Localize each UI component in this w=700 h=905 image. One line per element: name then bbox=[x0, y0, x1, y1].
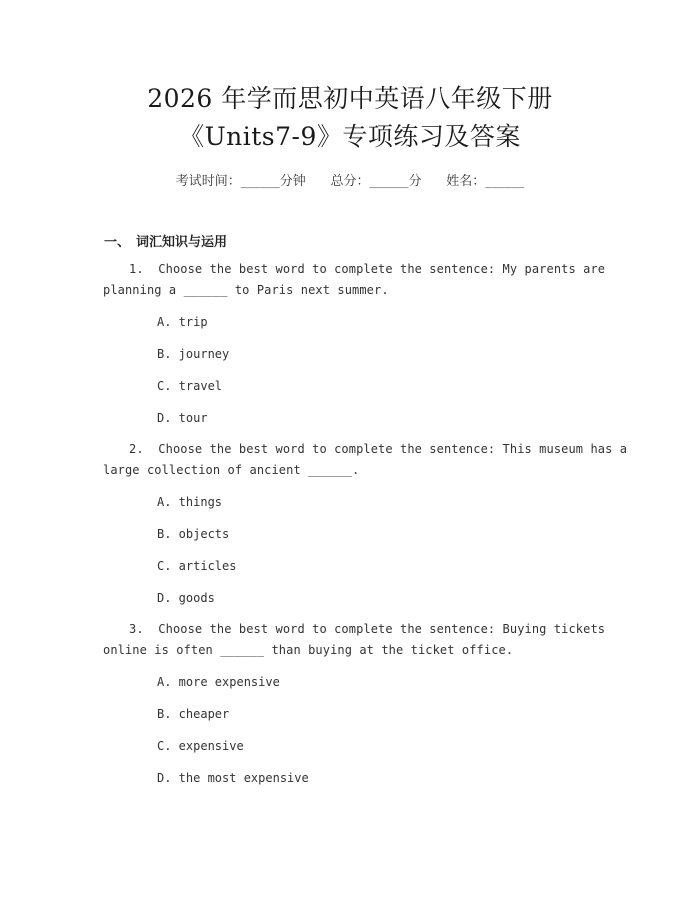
section-number: 一、 bbox=[104, 235, 131, 250]
document-title-line-2: 《Units7-9》专项练习及答案 bbox=[179, 122, 521, 151]
document-title-line-1: 2026 年学而思初中英语八年级下册 bbox=[147, 84, 553, 113]
question-3-text-line-2: online is often ______ than buying at the ticket office. bbox=[103, 643, 514, 657]
question-2-text-line-2: large collection of ancient ______. bbox=[103, 463, 360, 477]
section-heading bbox=[104, 231, 227, 250]
exam-info-line: 考试时间：______分钟 总分：______分 姓名：______ bbox=[175, 174, 525, 189]
section-title: 词汇知识与运用 bbox=[136, 235, 228, 250]
question-3-option-d: D. the most expensive bbox=[157, 771, 309, 785]
question-1-option-c: C. travel bbox=[157, 379, 223, 393]
question-3-option-c: C. expensive bbox=[157, 739, 244, 753]
question-3 bbox=[103, 619, 606, 661]
question-1 bbox=[103, 259, 606, 301]
question-2-option-a: A. things bbox=[157, 495, 223, 509]
question-2-option-d: D. goods bbox=[157, 591, 215, 605]
question-3-option-a: A. more expensive bbox=[157, 675, 280, 689]
question-2-option-c: C. articles bbox=[157, 559, 237, 573]
question-2 bbox=[103, 439, 628, 481]
question-3-text-line-1: 3. Choose the best word to complete the sentence: Buying tickets bbox=[129, 622, 606, 636]
question-3-option-b: B. cheaper bbox=[157, 707, 230, 721]
question-1-option-b: B. journey bbox=[157, 347, 230, 361]
question-2-text-line-1: 2. Choose the best word to complete the sentence: This museum has a bbox=[129, 442, 628, 456]
question-1-text-line-1: 1. Choose the best word to complete the sentence: My parents are bbox=[129, 262, 606, 276]
question-1-option-d: D. tour bbox=[157, 411, 208, 425]
question-2-option-b: B. objects bbox=[157, 527, 230, 541]
question-1-option-a: A. trip bbox=[157, 315, 208, 329]
question-1-text-line-2: planning a ______ to Paris next summer. bbox=[103, 283, 389, 297]
